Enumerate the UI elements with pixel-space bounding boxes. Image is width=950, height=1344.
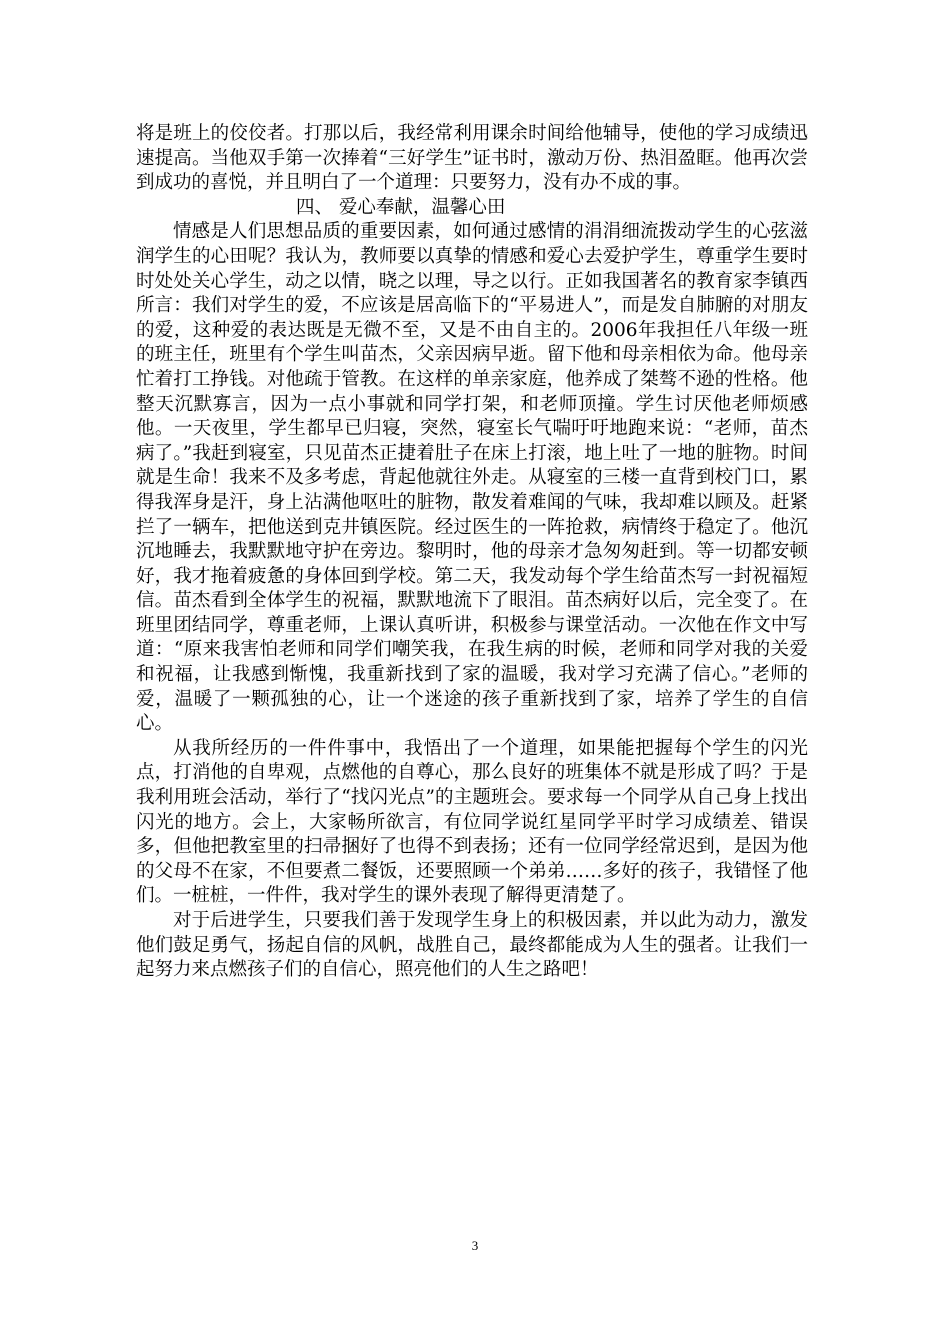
paragraph-continuation: 将是班上的佼佼者。打那以后，我经常利用课余时间给他辅导，使他的学习成绩迅速提高。当他双手第一次捧着“三好学生”证书时，激动万份、热泪盈眶。他再次尝到成功的喜悦，并且明白了一个道理：只要努力，没有办不成的事。 (136, 123, 808, 194)
paragraph-love: 情感是人们思想品质的重要因素，如何通过感情的涓涓细流拨动学生的心弦滋润学生的心田呢？我认为，教师要以真挚的情感和爱心去爱护学生，尊重学生要时时处处关心学生，动之以情，晓之以理，导之以行。正如我国著名的教育家李镇西所言：我们对学生的爱，不应该是居高临下的“平易进人”，而是发自肺腑的对朋友的爱，这种爱的表达既是无微不至，又是不由自主的。2006年我担任八年级一班的班主任，班里有个学生叫苗杰，父亲因病早逝。留下他和母亲相依为命。他母亲忙着打工挣钱。对他疏于管教。在这样的单亲家庭，他养成了桀骜不逊的性格。他整天沉默寡言，因为一点小事就和同学打架，和老师顶撞。学生讨厌他老师烦感他。一天夜里，学生都早已归寝，突然，寝室长气喘吁吁地跑来说：“老师，苗杰病了。”我赶到寝室，只见苗杰正捷着肚子在床上打滚，地上吐了一地的脏物。时间就是生命！我来不及多考虑，背起他就往外走。从寝室的三楼一直背到校门口，累得我浑身是汗，身上沾满他呕吐的脏物，散发着难闻的气味，我却难以顾及。赶紧拦了一辆车，把他送到克井镇医院。经过医生的一阵抢救，病情终于稳定了。他沉沉地睡去，我默默地守护在旁边。黎明时，他的母亲才急匆匆赶到。等一切都安顿好，我才拖着疲惫的身体回到学校。第二天，我发动每个学生给苗杰写一封祝福短信。苗杰看到全体学生的祝福，默默地流下了眼泪。苗杰病好以后，完全变了。在班里团结同学，尊重老师，上课认真听讲，积极参与课堂活动。一次他在作文中写道：“原来我害怕老师和同学们嘲笑我，在我生病的时候，老师和同学对我的关爱和祝福，让我感到惭愧，我重新找到了家的温暖，我对学习充满了信心。”老师的爱，温暖了一颗孤独的心，让一个迷途的孩子重新找到了家，培养了学生的自信心。 (136, 221, 808, 735)
paragraph-conclusion: 对于后进学生，只要我们善于发现学生身上的积极因素，并以此为动力，激发他们鼓足勇气，扬起自信的风帆，战胜自己，最终都能成为人生的强者。让我们一起努力来点燃孩子们的自信心，照亮他们的人生之路吧！ (136, 910, 808, 981)
document-body (136, 122, 808, 983)
page-number: 3 (471, 1238, 479, 1253)
section-heading: 四、 爱心奉献，温馨心田 (296, 196, 506, 218)
paragraph-highlight: 从我所经历的一件件事中，我悟出了一个道理，如果能把握每个学生的闪光点，打消他的自卑观，点燃他的自尊心，那么良好的班集体不就是形成了吗？于是我利用班会活动，举行了“找闪光点”的主题班会。要求每一个同学从自己身上找出闪光的地方。会上，大家畅所欲言，有位同学说红星同学平时学习成绩差、错误多，但他把教室里的扫帚捆好了也得不到表扬；还有一位同学经常迟到，是因为他的父母不在家，不但要煮二餐饭，还要照顾一个弟弟……多好的孩子，我错怪了他们。一桩桩，一件件，我对学生的课外表现了解得更清楚了。 (136, 737, 808, 907)
